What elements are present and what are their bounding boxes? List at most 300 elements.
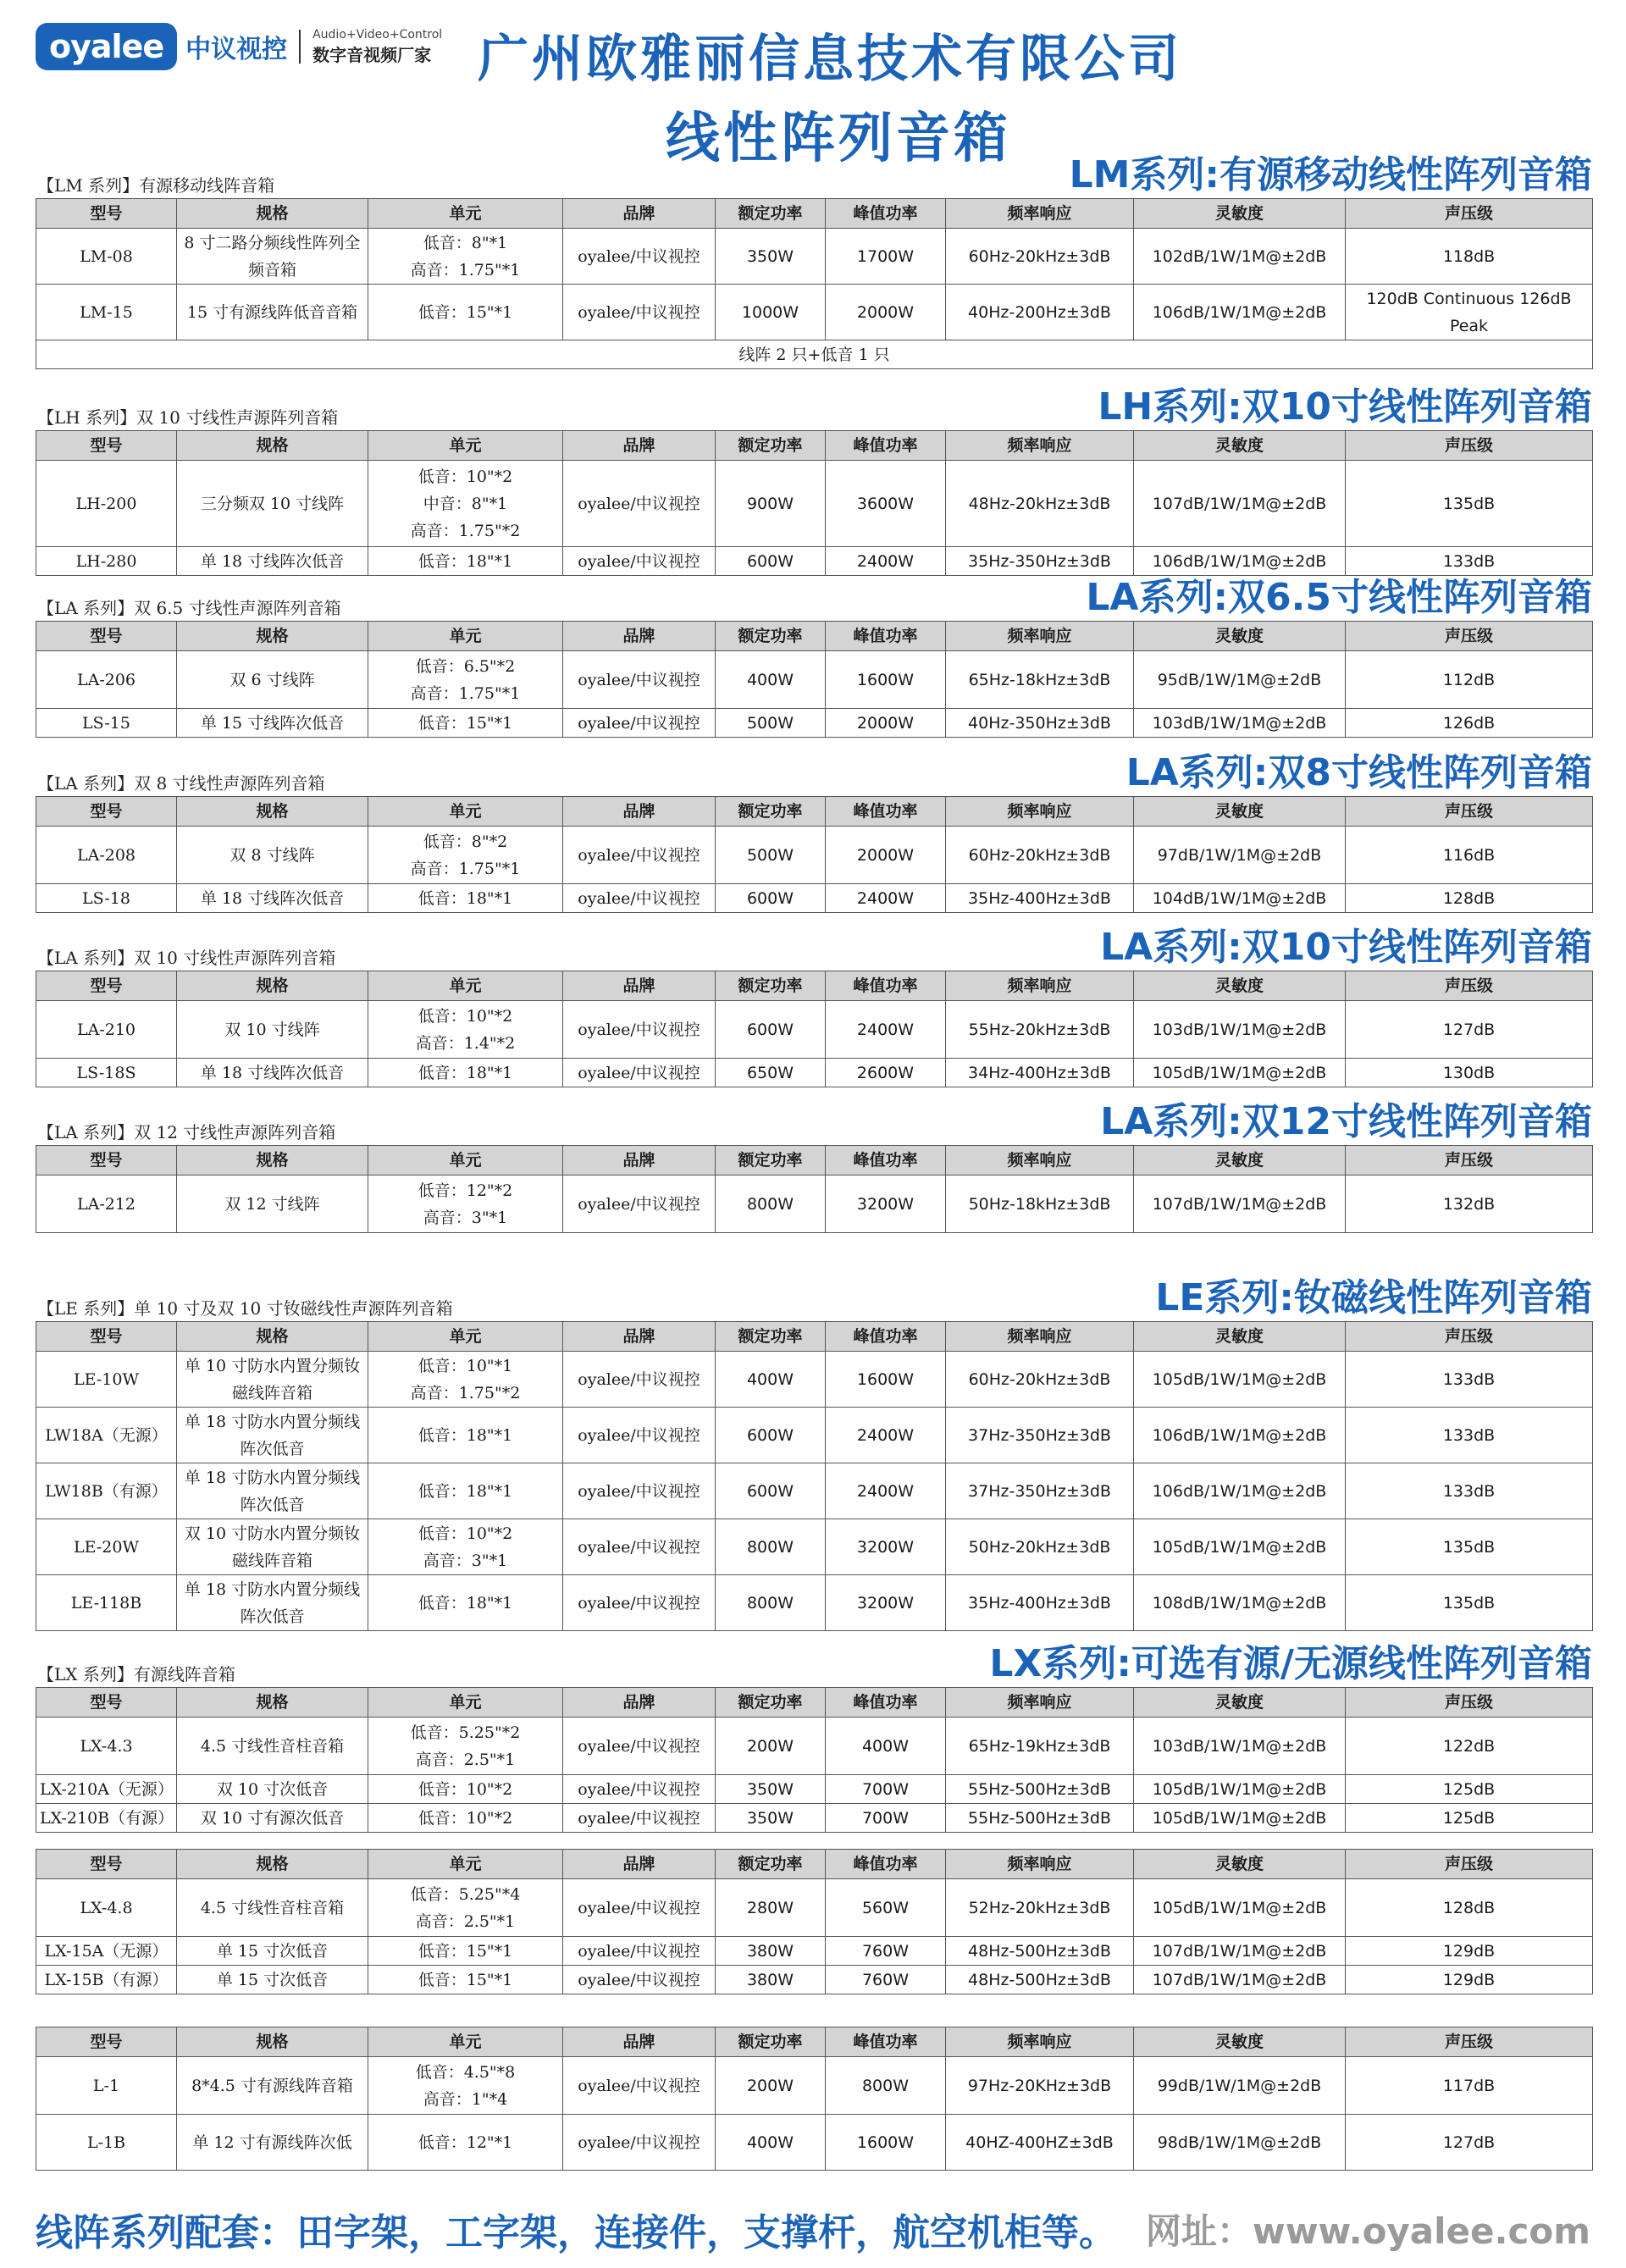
cell-freq: 60Hz-20kHz±3dB [946, 827, 1134, 884]
spec-table [36, 621, 1593, 738]
cell-model: LH-280 [36, 547, 177, 576]
cell-peak: 3600W [826, 461, 946, 547]
cell-rated: 280W [716, 1879, 826, 1937]
table-row [36, 1879, 1593, 1937]
cell-unit: 低音：4.5"*8 高音：1"*4 [368, 2057, 563, 2115]
column-header-peak: 峰值功率 [826, 622, 946, 651]
table-row [36, 1718, 1593, 1775]
cell-model: LE-10W [36, 1352, 177, 1408]
cell-sens: 105dB/1W/1M@±2dB [1134, 1775, 1346, 1804]
cell-spec: 单 18 寸线阵次低音 [177, 547, 368, 576]
column-header-rated: 额定功率 [716, 1322, 826, 1352]
cell-rated: 600W [716, 884, 826, 913]
cell-peak: 800W [826, 2057, 946, 2115]
column-header-brand: 品牌 [563, 1850, 716, 1879]
spec-section [36, 1849, 1592, 1994]
cell-spl: 116dB [1346, 827, 1593, 884]
cell-model: LE-20W [36, 1519, 177, 1575]
cell-unit: 低音：12"*1 [368, 2115, 563, 2171]
cell-brand: oyalee/中议视控 [563, 1352, 716, 1408]
cell-unit: 低音：15"*1 [368, 1966, 563, 1994]
table-row [36, 285, 1593, 340]
cell-spl: 133dB [1346, 1352, 1593, 1408]
cell-rated: 200W [716, 1718, 826, 1775]
cell-spec: 单 15 寸次低音 [177, 1966, 368, 1994]
column-header-freq: 频率响应 [946, 622, 1134, 651]
cell-spl: 117dB [1346, 2057, 1593, 2115]
cell-spec: 双 10 寸次低音 [177, 1775, 368, 1804]
cell-peak: 1700W [826, 229, 946, 285]
cell-spec: 单 18 寸线阵次低音 [177, 1059, 368, 1087]
cell-spec: 双 8 寸线阵 [177, 827, 368, 884]
spec-table [36, 2027, 1593, 2171]
cell-sens: 108dB/1W/1M@±2dB [1134, 1575, 1346, 1631]
column-header-spec: 规格 [177, 1322, 368, 1352]
table-row [36, 827, 1593, 884]
cell-spl: 129dB [1346, 1966, 1593, 1994]
table-row [36, 461, 1593, 547]
cell-sens: 105dB/1W/1M@±2dB [1134, 1519, 1346, 1575]
cell-spec: 单 10 寸防水内置分频钕磁线阵音箱 [177, 1352, 368, 1408]
column-header-unit: 单元 [368, 2027, 563, 2057]
cell-unit: 低音：18"*1 [368, 1059, 563, 1087]
cell-brand: oyalee/中议视控 [563, 1966, 716, 1994]
cell-peak: 2000W [826, 827, 946, 884]
cell-peak: 560W [826, 1879, 946, 1937]
cell-model: LX-4.8 [36, 1879, 177, 1937]
cell-spec: 双 12 寸线阵 [177, 1175, 368, 1233]
column-header-sens: 灵敏度 [1134, 971, 1346, 1001]
cell-brand: oyalee/中议视控 [563, 1937, 716, 1966]
cell-brand: oyalee/中议视控 [563, 2057, 716, 2115]
cell-spec: 4.5 寸线性音柱音箱 [177, 1879, 368, 1937]
cell-brand: oyalee/中议视控 [563, 1175, 716, 1233]
section-header [36, 385, 1592, 430]
cell-peak: 760W [826, 1966, 946, 1994]
cell-model: LS-15 [36, 709, 177, 738]
cell-sens: 107dB/1W/1M@±2dB [1134, 461, 1346, 547]
cell-model: LX-4.3 [36, 1718, 177, 1775]
cell-brand: oyalee/中议视控 [563, 1718, 716, 1775]
column-header-spl: 声压级 [1346, 2027, 1593, 2057]
cell-model: LM-15 [36, 285, 177, 340]
section-subtitle: 【LH 系列】双 10 寸线性声源阵列音箱 [37, 407, 339, 428]
column-header-model: 型号 [36, 971, 177, 1001]
cell-rated: 600W [716, 1463, 826, 1519]
table-row [36, 1352, 1593, 1408]
cell-unit: 低音：15"*1 [368, 709, 563, 738]
cell-freq: 50Hz-18kHz±3dB [946, 1175, 1134, 1233]
column-header-rated: 额定功率 [716, 1850, 826, 1879]
cell-freq: 60Hz-20kHz±3dB [946, 229, 1134, 285]
document-title: 线性阵列音箱 [666, 107, 1011, 170]
column-header-spl: 声压级 [1346, 1146, 1593, 1175]
spec-table [36, 971, 1593, 1087]
cell-brand: oyalee/中议视控 [563, 1879, 716, 1937]
cell-spl: 112dB [1346, 651, 1593, 709]
column-header-spl: 声压级 [1346, 971, 1593, 1001]
cell-unit: 低音：18"*1 [368, 1463, 563, 1519]
column-header-brand: 品牌 [563, 2027, 716, 2057]
cell-peak: 700W [826, 1775, 946, 1804]
cell-brand: oyalee/中议视控 [563, 547, 716, 576]
cell-unit: 低音：10"*2 [368, 1804, 563, 1833]
cell-sens: 104dB/1W/1M@±2dB [1134, 884, 1346, 913]
cell-peak: 3200W [826, 1519, 946, 1575]
table-note-row [36, 340, 1593, 369]
table-header-row [36, 199, 1593, 229]
column-header-sens: 灵敏度 [1134, 1688, 1346, 1718]
cell-sens: 105dB/1W/1M@±2dB [1134, 1352, 1346, 1408]
cell-spec: 8*4.5 寸有源线阵音箱 [177, 2057, 368, 2115]
logo-cn-name: 中议视控 [185, 35, 288, 64]
spec-table [36, 1849, 1593, 1994]
column-header-model: 型号 [36, 1850, 177, 1879]
column-header-unit: 单元 [368, 1688, 563, 1718]
column-header-spl: 声压级 [1346, 1322, 1593, 1352]
cell-freq: 48Hz-20kHz±3dB [946, 461, 1134, 547]
cell-brand: oyalee/中议视控 [563, 1575, 716, 1631]
cell-model: LA-210 [36, 1001, 177, 1059]
section-title: LA系列:双12寸线性阵列音箱 [1100, 1100, 1592, 1143]
cell-model: LS-18S [36, 1059, 177, 1087]
cell-peak: 2000W [826, 285, 946, 340]
cell-sens: 105dB/1W/1M@±2dB [1134, 1879, 1346, 1937]
cell-spl: 128dB [1346, 884, 1593, 913]
cell-freq: 55Hz-20kHz±3dB [946, 1001, 1134, 1059]
cell-rated: 380W [716, 1966, 826, 1994]
cell-spec: 单 18 寸线阵次低音 [177, 884, 368, 913]
column-header-freq: 频率响应 [946, 797, 1134, 827]
cell-spec: 双 6 寸线阵 [177, 651, 368, 709]
cell-spl: 135dB [1346, 1575, 1593, 1631]
table-header-row [36, 622, 1593, 651]
table-header-row [36, 431, 1593, 461]
column-header-spec: 规格 [177, 1850, 368, 1879]
cell-rated: 400W [716, 651, 826, 709]
cell-peak: 2600W [826, 1059, 946, 1087]
spec-table [36, 1145, 1593, 1233]
cell-peak: 2400W [826, 1001, 946, 1059]
column-header-rated: 额定功率 [716, 797, 826, 827]
cell-unit: 低音：10"*2 高音：3"*1 [368, 1519, 563, 1575]
column-header-sens: 灵敏度 [1134, 622, 1346, 651]
column-header-unit: 单元 [368, 1322, 563, 1352]
column-header-freq: 频率响应 [946, 199, 1134, 229]
spec-table [36, 796, 1593, 913]
column-header-spec: 规格 [177, 1688, 368, 1718]
table-header-row [36, 1146, 1593, 1175]
cell-rated: 600W [716, 1408, 826, 1463]
cell-sens: 95dB/1W/1M@±2dB [1134, 651, 1346, 709]
column-header-spl: 声压级 [1346, 622, 1593, 651]
cell-spl: 130dB [1346, 1059, 1593, 1087]
cell-rated: 800W [716, 1575, 826, 1631]
section-subtitle: 【LA 系列】双 6.5 寸线性声源阵列音箱 [37, 598, 341, 618]
column-header-sens: 灵敏度 [1134, 797, 1346, 827]
cell-brand: oyalee/中议视控 [563, 285, 716, 340]
cell-unit: 低音：10"*2 [368, 1775, 563, 1804]
cell-peak: 2000W [826, 709, 946, 738]
cell-peak: 400W [826, 1718, 946, 1775]
cell-unit: 低音：6.5"*2 高音：1.75"*1 [368, 651, 563, 709]
section-title: LX系列:可选有源/无源线性阵列音箱 [989, 1642, 1592, 1685]
table-header-row [36, 1850, 1593, 1879]
cell-rated: 350W [716, 229, 826, 285]
cell-spl: 118dB [1346, 229, 1593, 285]
column-header-rated: 额定功率 [716, 622, 826, 651]
cell-spec: 单 18 寸防水内置分频线阵次低音 [177, 1463, 368, 1519]
table-header-row [36, 1322, 1593, 1352]
cell-model: LW18B（有源） [36, 1463, 177, 1519]
cell-freq: 35Hz-400Hz±3dB [946, 1575, 1134, 1631]
table-note: 线阵 2 只+低音 1 只 [36, 340, 1593, 369]
cell-unit: 低音：18"*1 [368, 1575, 563, 1631]
cell-unit: 低音：10"*2 中音：8"*1 高音：1.75"*2 [368, 461, 563, 547]
section-title: LA系列:双10寸线性阵列音箱 [1100, 926, 1592, 969]
cell-freq: 65Hz-19kHz±3dB [946, 1718, 1134, 1775]
column-header-sens: 灵敏度 [1134, 199, 1346, 229]
cell-brand: oyalee/中议视控 [563, 651, 716, 709]
table-row [36, 1937, 1593, 1966]
cell-model: LX-210A（无源） [36, 1775, 177, 1804]
logo-en-tagline: Audio+Video+Control [312, 27, 443, 41]
cell-freq: 50Hz-20kHz±3dB [946, 1519, 1134, 1575]
cell-unit: 低音：10"*2 高音：1.4"*2 [368, 1001, 563, 1059]
column-header-model: 型号 [36, 431, 177, 461]
column-header-freq: 频率响应 [946, 971, 1134, 1001]
cell-brand: oyalee/中议视控 [563, 229, 716, 285]
cell-sens: 107dB/1W/1M@±2dB [1134, 1175, 1346, 1233]
column-header-freq: 频率响应 [946, 1146, 1134, 1175]
section-header [36, 153, 1592, 198]
column-header-rated: 额定功率 [716, 971, 826, 1001]
column-header-brand: 品牌 [563, 622, 716, 651]
logo-cn-tagline: 数字音视频厂家 [312, 44, 432, 65]
cell-model: LX-210B（有源） [36, 1804, 177, 1833]
cell-rated: 380W [716, 1937, 826, 1966]
column-header-peak: 峰值功率 [826, 1688, 946, 1718]
cell-peak: 1600W [826, 1352, 946, 1408]
spec-section [36, 153, 1592, 369]
cell-spl: 129dB [1346, 1937, 1593, 1966]
section-title: LA系列:双6.5寸线性阵列音箱 [1086, 576, 1592, 619]
cell-spec: 单 15 寸线阵次低音 [177, 709, 368, 738]
cell-peak: 3200W [826, 1175, 946, 1233]
cell-spl: 133dB [1346, 1408, 1593, 1463]
cell-model: LM-08 [36, 229, 177, 285]
column-header-freq: 频率响应 [946, 2027, 1134, 2057]
table-row [36, 709, 1593, 738]
column-header-freq: 频率响应 [946, 1322, 1134, 1352]
spec-section [36, 576, 1592, 738]
column-header-freq: 频率响应 [946, 1688, 1134, 1718]
column-header-spec: 规格 [177, 431, 368, 461]
column-header-spl: 声压级 [1346, 199, 1593, 229]
cell-rated: 350W [716, 1804, 826, 1833]
cell-brand: oyalee/中议视控 [563, 884, 716, 913]
column-header-spec: 规格 [177, 622, 368, 651]
column-header-peak: 峰值功率 [826, 1322, 946, 1352]
column-header-peak: 峰值功率 [826, 797, 946, 827]
cell-sens: 106dB/1W/1M@±2dB [1134, 285, 1346, 340]
spec-section [36, 1100, 1592, 1233]
cell-model: LH-200 [36, 461, 177, 547]
cell-unit: 低音：8"*1 高音：1.75"*1 [368, 229, 563, 285]
column-header-model: 型号 [36, 622, 177, 651]
column-header-spec: 规格 [177, 2027, 368, 2057]
cell-freq: 40Hz-350Hz±3dB [946, 709, 1134, 738]
column-header-unit: 单元 [368, 431, 563, 461]
table-row [36, 1463, 1593, 1519]
cell-spec: 8 寸二路分频线性阵列全频音箱 [177, 229, 368, 285]
section-subtitle: 【LA 系列】双 8 寸线性声源阵列音箱 [37, 773, 325, 794]
cell-peak: 2400W [826, 884, 946, 913]
cell-spec: 双 10 寸防水内置分频钕磁线阵音箱 [177, 1519, 368, 1575]
cell-rated: 350W [716, 1775, 826, 1804]
cell-spl: 125dB [1346, 1775, 1593, 1804]
cell-spl: 126dB [1346, 709, 1593, 738]
cell-unit: 低音：18"*1 [368, 1408, 563, 1463]
cell-model: LS-18 [36, 884, 177, 913]
column-header-sens: 灵敏度 [1134, 1322, 1346, 1352]
cell-peak: 2400W [826, 547, 946, 576]
cell-sens: 99dB/1W/1M@±2dB [1134, 2057, 1346, 2115]
cell-spec: 单 18 寸防水内置分频线阵次低音 [177, 1408, 368, 1463]
cell-freq: 65Hz-18kHz±3dB [946, 651, 1134, 709]
column-header-unit: 单元 [368, 1850, 563, 1879]
cell-sens: 107dB/1W/1M@±2dB [1134, 1966, 1346, 1994]
section-header [36, 1642, 1592, 1687]
cell-brand: oyalee/中议视控 [563, 827, 716, 884]
section-header [36, 1276, 1592, 1321]
section-subtitle: 【LA 系列】双 12 寸线性声源阵列音箱 [37, 1122, 336, 1142]
section-subtitle: 【LM 系列】有源移动线阵音箱 [37, 175, 275, 196]
column-header-brand: 品牌 [563, 1322, 716, 1352]
cell-unit: 低音：18"*1 [368, 547, 563, 576]
cell-rated: 400W [716, 2115, 826, 2171]
column-header-rated: 额定功率 [716, 1688, 826, 1718]
cell-brand: oyalee/中议视控 [563, 1408, 716, 1463]
table-row [36, 2057, 1593, 2115]
column-header-model: 型号 [36, 797, 177, 827]
column-header-unit: 单元 [368, 1146, 563, 1175]
cell-brand: oyalee/中议视控 [563, 1519, 716, 1575]
cell-rated: 900W [716, 461, 826, 547]
section-subtitle: 【LX 系列】有源线阵音箱 [37, 1664, 235, 1684]
cell-rated: 800W [716, 1519, 826, 1575]
cell-sens: 105dB/1W/1M@±2dB [1134, 1804, 1346, 1833]
footer-accessories: 线阵系列配套：田字架，工字架，连接件，支撑杆，航空机柜等。 [36, 2211, 1116, 2254]
cell-peak: 700W [826, 1804, 946, 1833]
cell-freq: 52Hz-20kHz±3dB [946, 1879, 1134, 1937]
column-header-spec: 规格 [177, 199, 368, 229]
column-header-spec: 规格 [177, 971, 368, 1001]
cell-model: LA-212 [36, 1175, 177, 1233]
section-header [36, 751, 1592, 796]
spec-section [36, 1276, 1592, 1631]
cell-spec: 双 10 寸有源次低音 [177, 1804, 368, 1833]
table-header-row [36, 797, 1593, 827]
column-header-peak: 峰值功率 [826, 2027, 946, 2057]
cell-brand: oyalee/中议视控 [563, 1775, 716, 1804]
cell-peak: 1600W [826, 2115, 946, 2171]
column-header-spec: 规格 [177, 797, 368, 827]
table-row [36, 229, 1593, 285]
section-header [36, 926, 1592, 971]
column-header-model: 型号 [36, 2027, 177, 2057]
spec-table [36, 430, 1593, 576]
cell-rated: 600W [716, 547, 826, 576]
cell-sens: 105dB/1W/1M@±2dB [1134, 1059, 1346, 1087]
column-header-peak: 峰值功率 [826, 971, 946, 1001]
column-header-unit: 单元 [368, 622, 563, 651]
cell-freq: 35Hz-350Hz±3dB [946, 547, 1134, 576]
cell-model: LE-118B [36, 1575, 177, 1631]
cell-freq: 40Hz-200Hz±3dB [946, 285, 1134, 340]
table-row [36, 1575, 1593, 1631]
cell-rated: 650W [716, 1059, 826, 1087]
cell-model: LA-208 [36, 827, 177, 884]
cell-brand: oyalee/中议视控 [563, 1059, 716, 1087]
cell-spec: 三分频双 10 寸线阵 [177, 461, 368, 547]
table-header-row [36, 971, 1593, 1001]
cell-unit: 低音：10"*1 高音：1.75"*2 [368, 1352, 563, 1408]
cell-spec: 15 寸有源线阵低音音箱 [177, 285, 368, 340]
column-header-model: 型号 [36, 1322, 177, 1352]
logo-wordmark: oyalee [36, 23, 177, 70]
table-row [36, 1804, 1593, 1833]
cell-brand: oyalee/中议视控 [563, 1001, 716, 1059]
column-header-model: 型号 [36, 1146, 177, 1175]
cell-spl: 133dB [1346, 547, 1593, 576]
cell-model: LX-15A（无源） [36, 1937, 177, 1966]
cell-brand: oyalee/中议视控 [563, 709, 716, 738]
column-header-freq: 频率响应 [946, 431, 1134, 461]
cell-peak: 1600W [826, 651, 946, 709]
cell-spl: 127dB [1346, 1001, 1593, 1059]
column-header-peak: 峰值功率 [826, 1850, 946, 1879]
section-header [36, 576, 1592, 621]
cell-sens: 107dB/1W/1M@±2dB [1134, 1937, 1346, 1966]
cell-brand: oyalee/中议视控 [563, 461, 716, 547]
cell-model: LW18A（无源） [36, 1408, 177, 1463]
cell-sens: 97dB/1W/1M@±2dB [1134, 827, 1346, 884]
cell-rated: 400W [716, 1352, 826, 1408]
column-header-brand: 品牌 [563, 1688, 716, 1718]
column-header-peak: 峰值功率 [826, 1146, 946, 1175]
cell-sens: 98dB/1W/1M@±2dB [1134, 2115, 1346, 2171]
company-name: 广州欧雅丽信息技术有限公司 [478, 30, 1182, 89]
cell-model: LX-15B（有源） [36, 1966, 177, 1994]
spec-section [36, 751, 1592, 913]
column-header-sens: 灵敏度 [1134, 2027, 1346, 2057]
column-header-brand: 品牌 [563, 199, 716, 229]
cell-spl: 128dB [1346, 1879, 1593, 1937]
column-header-brand: 品牌 [563, 797, 716, 827]
spec-table [36, 1687, 1593, 1833]
cell-freq: 34Hz-400Hz±3dB [946, 1059, 1134, 1087]
cell-spec: 4.5 寸线性音柱音箱 [177, 1718, 368, 1775]
cell-peak: 3200W [826, 1575, 946, 1631]
table-row [36, 1966, 1593, 1994]
column-header-sens: 灵敏度 [1134, 431, 1346, 461]
table-row [36, 651, 1593, 709]
cell-spl: 125dB [1346, 1804, 1593, 1833]
spec-section [36, 385, 1592, 576]
spec-section [36, 926, 1592, 1087]
cell-rated: 500W [716, 827, 826, 884]
